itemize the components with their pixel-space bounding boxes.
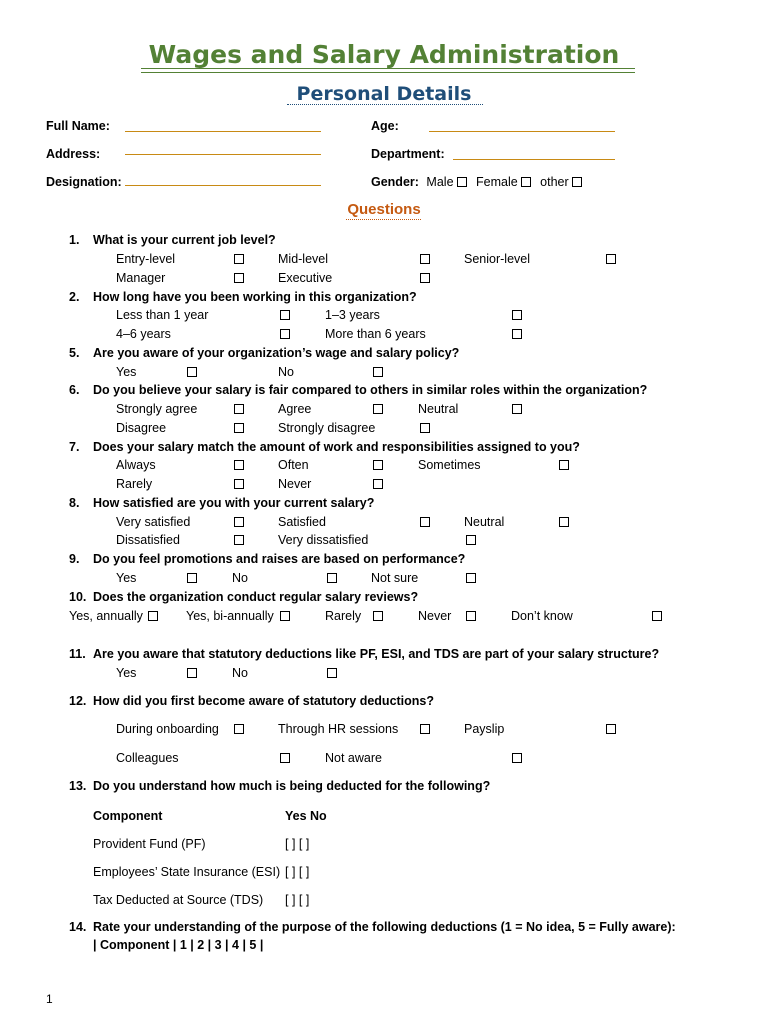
option-label: No [232,666,248,680]
option-label: Rarely [325,609,362,623]
page-number: 1 [46,992,53,1006]
option-label: Less than 1 year [116,308,209,322]
designation-field[interactable] [125,185,321,186]
option-checkbox[interactable] [234,517,244,527]
title-underline [141,68,635,69]
option-checkbox[interactable] [466,535,476,545]
department-label: Department: [371,147,445,161]
option-label: No [278,365,294,379]
table-row-label: Provident Fund (PF) [93,837,206,851]
option-label: Satisfied [278,515,326,529]
option-checkbox[interactable] [234,724,244,734]
option-checkbox[interactable] [420,724,430,734]
option-checkbox[interactable] [652,611,662,621]
option-checkbox[interactable] [373,367,383,377]
option-checkbox[interactable] [559,517,569,527]
gender-other-label: other [540,175,569,189]
option-checkbox[interactable] [420,517,430,527]
option-label: Dissatisfied [116,533,180,547]
option-label: Sometimes [418,458,481,472]
option-label: Through HR sessions [278,722,399,736]
table-row-label: Tax Deducted at Source (TDS) [93,893,264,907]
question-number: 10. [69,590,87,604]
option-label: Senior-level [464,252,531,266]
gender-male-checkbox[interactable] [457,177,467,187]
question-text: Do you believe your salary is fair compared to others in similar roles within the organization? [93,383,648,397]
option-checkbox[interactable] [420,423,430,433]
gender-female-label: Female [476,175,518,189]
option-label: Often [278,458,309,472]
question-number: 14. [69,920,87,934]
option-checkbox[interactable] [234,460,244,470]
option-checkbox[interactable] [327,668,337,678]
question-number: 2. [69,290,80,304]
option-checkbox[interactable] [280,753,290,763]
department-field[interactable] [453,159,615,160]
option-label: Yes [116,365,137,379]
option-label: 1–3 years [325,308,380,322]
rating-table-header: | Component | 1 | 2 | 3 | 4 | 5 | [93,938,264,952]
option-checkbox[interactable] [420,273,430,283]
table-header-component: Component [93,809,163,823]
question-number: 12. [69,694,87,708]
option-label: No [232,571,248,585]
option-label: Yes [116,571,137,585]
option-label: Payslip [464,722,505,736]
option-label: Entry-level [116,252,176,266]
option-label: Agree [278,402,312,416]
option-checkbox[interactable] [234,254,244,264]
option-checkbox[interactable] [187,668,197,678]
option-label: Disagree [116,421,167,435]
option-label: Mid-level [278,252,329,266]
option-label: During onboarding [116,722,219,736]
option-label: Not sure [371,571,419,585]
question-number: 7. [69,440,80,454]
title-underline-2 [141,72,635,73]
table-row-marks[interactable]: [ ] [ ] [285,837,310,851]
table-header-yes-no: Yes No [285,809,327,823]
option-checkbox[interactable] [559,460,569,470]
option-checkbox[interactable] [373,460,383,470]
option-label: 4–6 years [116,327,171,341]
option-checkbox[interactable] [234,404,244,414]
option-checkbox[interactable] [512,329,522,339]
option-checkbox[interactable] [512,310,522,320]
designation-label: Designation: [46,175,122,189]
option-label: Never [418,609,452,623]
option-checkbox[interactable] [373,479,383,489]
subtitle-underline [287,104,483,105]
address-field[interactable] [125,154,321,155]
question-number: 8. [69,496,80,510]
section-title-personal-details: Personal Details [296,83,472,105]
table-row-label: Employees’ State Insurance (ESI) [93,865,281,879]
option-checkbox[interactable] [280,329,290,339]
question-number: 11. [69,647,86,661]
gender-female-checkbox[interactable] [521,177,531,187]
question-text: How long have you been working in this organization? [93,290,417,304]
option-label: Very dissatisfied [278,533,369,547]
gender-other-checkbox[interactable] [572,177,582,187]
option-checkbox[interactable] [234,479,244,489]
table-row-marks[interactable]: [ ] [ ] [285,893,310,907]
option-label: Executive [278,271,333,285]
option-label: Yes [116,666,137,680]
question-text: Are you aware that statutory deductions like PF, ESI, and TDS are part of your salary structure? [93,647,660,661]
option-label: Neutral [418,402,459,416]
option-label: Neutral [464,515,505,529]
option-label: Very satisfied [116,515,191,529]
gender-male-label: Male [426,175,454,189]
question-text: Are you aware of your organization’s wage and salary policy? [93,346,460,360]
question-text: What is your current job level? [93,233,276,247]
page-title: Wages and Salary Administration [148,40,620,69]
option-checkbox[interactable] [234,535,244,545]
option-checkbox[interactable] [280,611,290,621]
option-label: Always [116,458,156,472]
table-row-marks[interactable]: [ ] [ ] [285,865,310,879]
option-checkbox[interactable] [373,611,383,621]
age-label: Age: [371,119,399,133]
option-checkbox[interactable] [606,724,616,734]
question-number: 5. [69,346,80,360]
full-name-label: Full Name: [46,119,110,133]
questions-heading: Questions [347,201,421,218]
option-checkbox[interactable] [373,404,383,414]
question-text: Do you feel promotions and raises are based on performance? [93,552,466,566]
option-checkbox[interactable] [466,573,476,583]
option-label: Don’t know [511,609,573,623]
gender-label: Gender: [371,175,419,189]
option-label: Yes, bi-annually [186,609,274,623]
questions-underline [346,219,421,220]
option-label: Not aware [325,751,382,765]
option-checkbox[interactable] [280,310,290,320]
question-number: 9. [69,552,80,566]
option-label: Colleagues [116,751,179,765]
question-text: Do you understand how much is being deducted for the following? [93,779,491,793]
question-text: Rate your understanding of the purpose of the following deductions (1 = No idea, 5 = Fully aware): [93,920,676,934]
full-name-field[interactable] [125,131,321,132]
option-label: Yes, annually [69,609,143,623]
question-number: 1. [69,233,80,247]
question-number: 13. [69,779,87,793]
question-text: How satisfied are you with your current salary? [93,496,375,510]
age-field[interactable] [429,131,615,132]
option-label: Strongly agree [116,402,198,416]
question-text: How did you first become aware of statutory deductions? [93,694,435,708]
option-checkbox[interactable] [420,254,430,264]
question-text: Does the organization conduct regular salary reviews? [93,590,419,604]
option-label: Strongly disagree [278,421,376,435]
option-checkbox[interactable] [512,753,522,763]
question-number: 6. [69,383,80,397]
option-label: Never [278,477,312,491]
gender-group [371,175,582,189]
option-label: Manager [116,271,166,285]
option-checkbox[interactable] [327,573,337,583]
option-checkbox[interactable] [606,254,616,264]
option-checkbox[interactable] [187,367,197,377]
question-text: Does your salary match the amount of work and responsibilities assigned to you? [93,440,580,454]
option-checkbox[interactable] [234,423,244,433]
option-checkbox[interactable] [187,573,197,583]
option-checkbox[interactable] [234,273,244,283]
option-checkbox[interactable] [148,611,158,621]
option-label: More than 6 years [325,327,426,341]
option-checkbox[interactable] [466,611,476,621]
address-label: Address: [46,147,101,161]
option-checkbox[interactable] [512,404,522,414]
option-label: Rarely [116,477,153,491]
